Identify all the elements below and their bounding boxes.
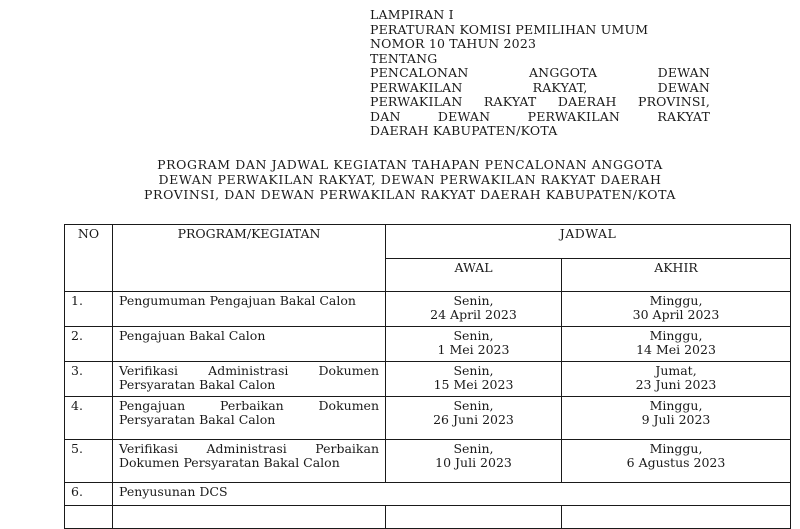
awal-date: 24 April 2023: [430, 307, 517, 322]
akhir-date: 23 Juni 2023: [635, 377, 717, 392]
header-akhir: AKHIR: [562, 258, 791, 292]
lampiran-line: LAMPIRAN I: [370, 7, 454, 22]
akhir-day: Minggu,: [649, 441, 703, 456]
table-row-partial: [65, 506, 791, 529]
awal-day: Senin,: [453, 441, 494, 456]
row-awal: [386, 397, 562, 440]
empty-cell: [65, 506, 113, 529]
heading-line: DEWAN PERWAKILAN RAKYAT, DEWAN PERWAKILAN RAKYAT DAERAH: [158, 172, 662, 187]
row-program: Penyusunan DCS: [113, 483, 791, 506]
table-row: [65, 440, 791, 483]
row-akhir: [562, 440, 791, 483]
empty-cell: [562, 506, 791, 529]
awal-date: 1 Mei 2023: [437, 342, 510, 357]
header-program: PROGRAM/KEGIATAN: [113, 225, 386, 292]
row-akhir: [562, 362, 791, 397]
akhir-date: 9 Juli 2023: [641, 412, 711, 427]
empty-cell: [386, 506, 562, 529]
header-no: NO: [65, 225, 113, 292]
akhir-day: Minggu,: [649, 398, 703, 413]
akhir-day: Minggu,: [649, 328, 703, 343]
row-akhir: [562, 327, 791, 362]
table-row: [65, 327, 791, 362]
akhir-date: 6 Agustus 2023: [626, 455, 726, 470]
lampiran-line: TENTANG: [370, 50, 438, 66]
row-awal: [386, 362, 562, 397]
lampiran-line: PERWAKILAN RAKYAT DAERAH PROVINSI,: [370, 94, 710, 109]
empty-cell: [113, 506, 386, 529]
row-program: Verifikasi Administrasi Dokumen Persyaratan Bakal Calon: [113, 362, 386, 397]
row-number: 5.: [65, 440, 113, 483]
lampiran-line: PERATURAN KOMISI PEMILIHAN UMUM: [370, 21, 649, 37]
row-program: Pengumuman Pengajuan Bakal Calon: [113, 292, 386, 327]
row-awal: [386, 440, 562, 483]
lampiran-line: DAERAH KABUPATEN/KOTA: [370, 123, 558, 138]
lampiran-line: NOMOR 10 TAHUN 2023: [370, 36, 537, 51]
schedule-table: [64, 224, 791, 529]
table-row: [65, 483, 791, 506]
row-number: 6.: [65, 483, 113, 506]
akhir-date: 14 Mei 2023: [636, 342, 716, 357]
awal-date: 26 Juni 2023: [433, 412, 514, 427]
header-awal: AWAL: [386, 258, 562, 292]
row-akhir: [562, 292, 791, 327]
table-row: [65, 292, 791, 327]
heading-line: PROVINSI, DAN DEWAN PERWAKILAN RAKYAT DAERAH KABUPATEN/KOTA: [144, 187, 676, 202]
row-program: Pengajuan Bakal Calon: [113, 327, 386, 362]
akhir-date: 30 April 2023: [632, 307, 720, 322]
lampiran-line: PENCALONAN ANGGOTA DEWAN: [370, 65, 710, 80]
row-awal: [386, 292, 562, 327]
row-program: Pengajuan Perbaikan Dokumen Persyaratan Bakal Calon: [113, 397, 386, 440]
table-row: [65, 362, 791, 397]
row-number: 1.: [65, 292, 113, 327]
lampiran-line: DAN DEWAN PERWAKILAN RAKYAT: [370, 108, 710, 124]
row-awal: [386, 327, 562, 362]
row-akhir: [562, 397, 791, 440]
awal-day: Senin,: [453, 328, 494, 343]
row-number: 2.: [65, 327, 113, 362]
row-program: Verifikasi Administrasi Perbaikan Dokumen Persyaratan Bakal Calon: [113, 440, 386, 483]
header-jadwal: JADWAL: [386, 225, 791, 259]
akhir-day: Minggu,: [649, 293, 703, 308]
awal-day: Senin,: [453, 398, 494, 413]
lampiran-header: [370, 8, 710, 139]
awal-day: Senin,: [453, 363, 494, 378]
row-number: 3.: [65, 362, 113, 397]
lampiran-line: PERWAKILAN RAKYAT, DEWAN: [370, 79, 710, 95]
document-heading: [60, 157, 760, 202]
awal-date: 15 Mei 2023: [433, 377, 514, 392]
akhir-day: Jumat,: [655, 363, 697, 378]
awal-day: Senin,: [453, 293, 494, 308]
row-number: 4.: [65, 397, 113, 440]
awal-date: 10 Juli 2023: [435, 455, 512, 470]
heading-line: PROGRAM DAN JADWAL KEGIATAN TAHAPAN PENCALONAN ANGGOTA: [157, 157, 663, 172]
table-row: [65, 397, 791, 440]
